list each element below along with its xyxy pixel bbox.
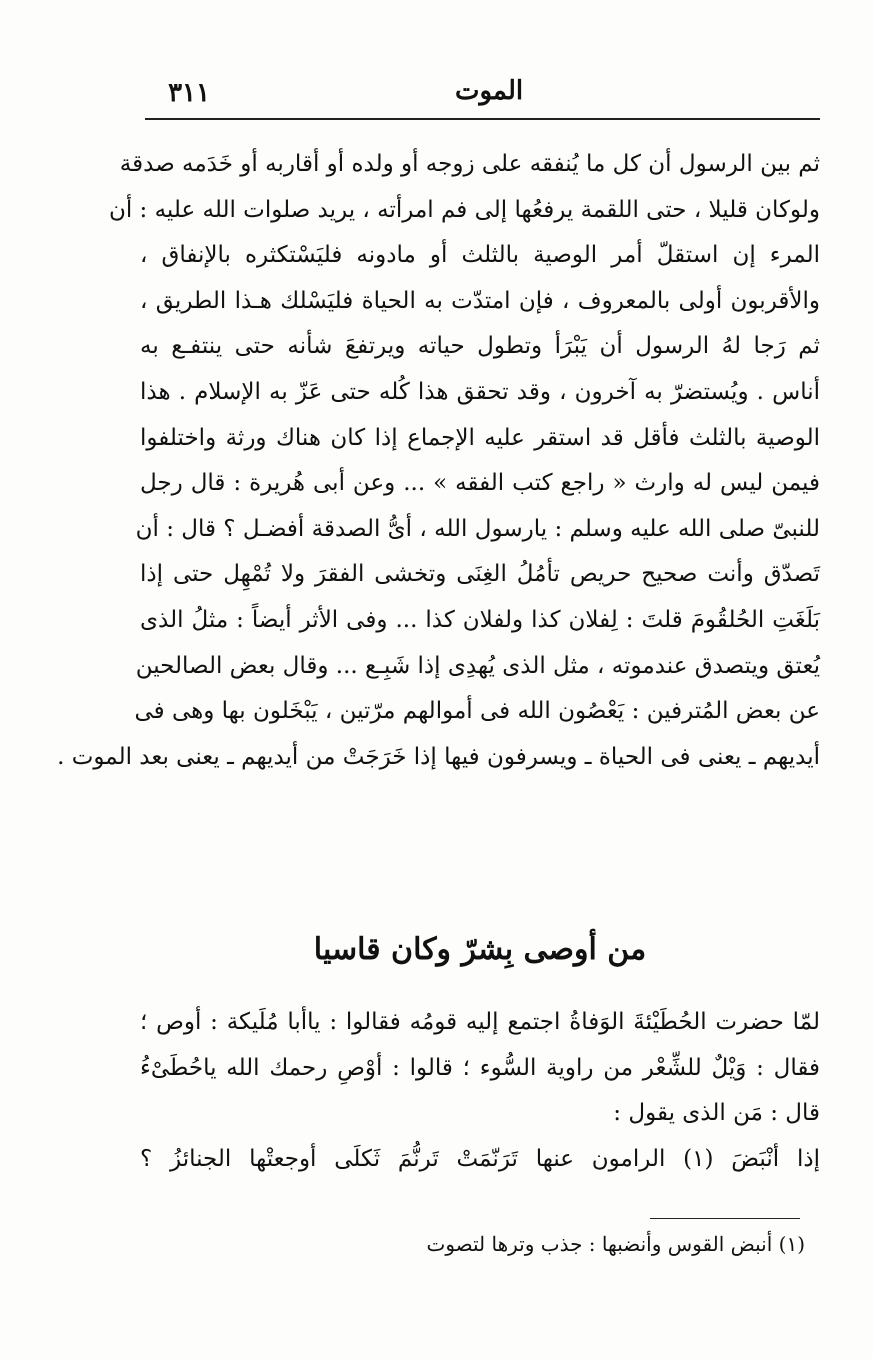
text-line: والأقربون أولى بالمعروف ، فإن امتدّت به الحياة فليَسْلك هـذا الطريق ، (140, 287, 820, 314)
running-title: الموت (455, 76, 524, 106)
page-header (145, 70, 820, 118)
text-line: لمّا حضرت الحُطَيْئةَ الوَفاةُ اجتمع إليه قومُه فقالوا : ياأبا مُلَيكة : أوص ؛ (140, 1009, 820, 1035)
footnote: (١) أنبض القوس وأنضبها : جذب وترها لتصوت (426, 1232, 805, 1256)
text-line: عن بعض المُترفين : يَعْصُون الله فى أموالهم مرّتين ، يَبْخَلون بها وهى فى (134, 698, 820, 725)
text-line: ثم بين الرسول أن كل ما يُنفقه على زوجه أو ولده أو أقاربه أو خَدَمه صدقة (119, 151, 820, 177)
text-line: ثم رَجا لهُ الرسول أن يَبْرَأ وتطول حياته ويرتفعَ شأنه حتى ينتفـع به (140, 333, 820, 360)
footnote-rule (650, 1218, 800, 1219)
main-paragraph (57, 142, 820, 780)
text-line: فقال : وَيْلٌ للشِّعْر من راوية السُّوء ؛ قالوا : أوْصِ رحمك الله ياحُطَىْءُ (140, 1054, 820, 1081)
text-line: يُعتق ويتصدق عندموته ، مثل الذى يُهدِى إذا شَبِـع ... وقال بعض الصالحين (135, 652, 820, 679)
text-line: قال : مَن الذى يقول : (613, 1100, 820, 1127)
text-line: أيديهم ـ يعنى فى الحياة ـ ويسرفون فيها إذا خَرَجَتْ من أيديهم ـ يعنى بعد الموت . (57, 743, 820, 770)
text-line: بَلَغَتِ الحُلقُومَ قلتَ : لِفلان كذا ولفلان كذا ... وفى الأثر أيضاً : مثلُ الذى (140, 606, 820, 633)
header-rule (145, 118, 820, 120)
verse-line: إذا أنْبَضَ (١) الرامون عنها تَرَنّمَتْ تَرنُّمَ ثَكلَى أوجعتْها الجنائزُ ؟ (140, 1145, 820, 1172)
text-line: ولوكان قليلا ، حتى اللقمة يرفعُها إلى فم امرأته ، يريد صلوات الله عليه : أن (108, 196, 820, 223)
text-line: للنبىّ صلى الله عليه وسلم : يارسول الله ، أىُّ الصدقة أفضـل ؟ قال : أن (135, 515, 820, 542)
text-line: الوصية بالثلث فأقل قد استقر عليه الإجماع إذا كان هناك ورثة واختلفوا (140, 424, 820, 451)
page-number: ٣١١ (168, 78, 210, 108)
section-paragraph (140, 1000, 820, 1182)
text-line: فيمن ليس له وارث « راجع كتب الفقه » ... وعن أبى هُريرة : قال رجل (140, 470, 820, 497)
text-line: تَصدّق وأنت صحيح حريص تأمُلُ الغِنَى وتخشى الفقرَ ولا تُمْهِل حتى إذا (140, 561, 820, 588)
text-line: المرء إن استقلّ أمر الوصية بالثلث أو مادونه فليَسْتكثره بالإنفاق ، (140, 242, 820, 269)
text-line: أناس . ويُستضرّ به آخرون ، وقد تحقق هذا كُله حتى عَزّ به الإسلام . هذا (140, 378, 820, 405)
section-heading: من أوصى بِشرّ وكان قاسيا (313, 932, 647, 967)
